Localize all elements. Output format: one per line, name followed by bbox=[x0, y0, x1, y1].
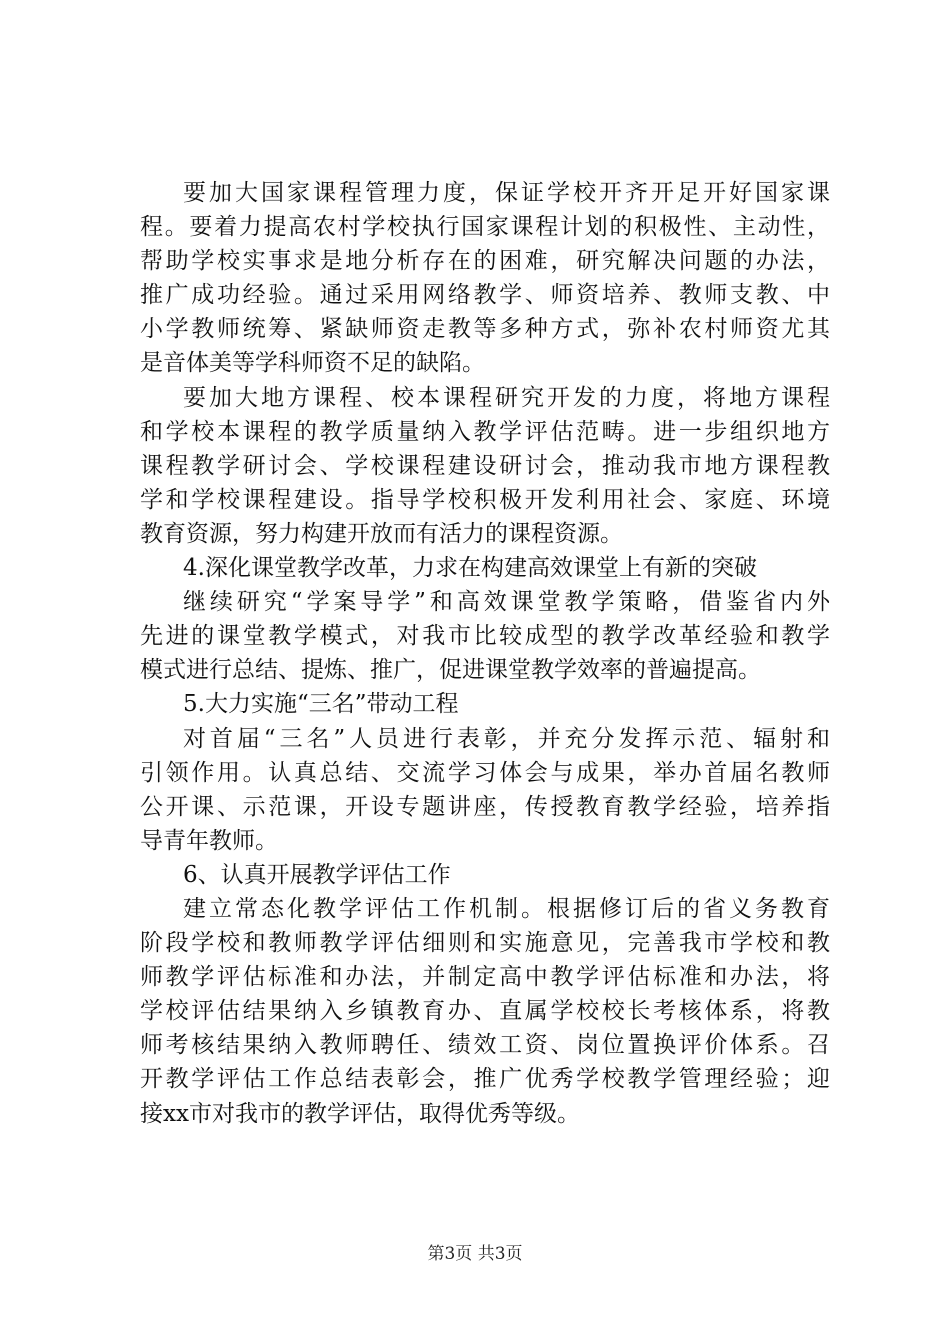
text-line: 4.深化课堂教学改革，力求在构建高效课堂上有新的突破 bbox=[183, 555, 757, 582]
text-line: 小学教师统筹、紧缺师资走教等多种方式，弥补农村师资尤其 bbox=[140, 316, 830, 343]
text-line: 接xx市对我市的教学评估，取得优秀等级。 bbox=[140, 1100, 580, 1127]
text-line: 对首届“三名”人员进行表彰，并充分发挥示范、辐射和 bbox=[183, 725, 830, 752]
page-footer bbox=[0, 1242, 950, 1266]
text-line: 要加大国家课程管理力度，保证学校开齐开足开好国家课 bbox=[183, 180, 830, 206]
text-line: 要加大地方课程、校本课程研究开发的力度，将地方课程 bbox=[183, 384, 830, 411]
text-line: 5.大力实施“三名”带动工程 bbox=[183, 691, 459, 718]
text-line: 阶段学校和教师教学评估细则和实施意见，完善我市学校和教 bbox=[140, 930, 830, 957]
text-line: 建立常态化教学评估工作机制。根据修订后的省义务教育 bbox=[183, 895, 830, 922]
text-line: 帮助学校实事求是地分析存在的困难，研究解决问题的办法， bbox=[140, 248, 830, 275]
text-line: 6、认真开展教学评估工作 bbox=[183, 861, 451, 888]
text-line: 公开课、示范课，开设专题讲座，传授教育教学经验，培养指 bbox=[140, 793, 830, 820]
text-line: 先进的课堂教学模式，对我市比较成型的教学改革经验和教学 bbox=[140, 623, 830, 650]
text-line: 推广成功经验。通过采用网络教学、师资培养、教师支教、中 bbox=[140, 282, 830, 309]
text-line: 学校评估结果纳入乡镇教育办、直属学校校长考核体系，将教 bbox=[140, 998, 830, 1025]
text-line: 继续研究“学案导学”和高效课堂教学策略，借鉴省内外 bbox=[183, 589, 830, 616]
text-line: 导青年教师。 bbox=[140, 827, 278, 854]
text-line: 和学校本课程的教学质量纳入教学评估范畴。进一步组织地方 bbox=[140, 418, 830, 445]
text-line: 开教学评估工作总结表彰会，推广优秀学校教学管理经验；迎 bbox=[140, 1066, 830, 1093]
text-line: 师教学评估标准和办法，并制定高中教学评估标准和办法，将 bbox=[140, 964, 830, 991]
document-body bbox=[140, 176, 830, 1131]
text-line: 是音体美等学科师资不足的缺陷。 bbox=[140, 350, 485, 377]
text-line: 程。要着力提高农村学校执行国家课程计划的积极性、主动性， bbox=[140, 214, 830, 241]
page-number-label: 第3页 共3页 bbox=[427, 1244, 523, 1264]
text-line: 学和学校课程建设。指导学校积极开发利用社会、家庭、环境 bbox=[140, 486, 830, 513]
text-line: 教育资源，努力构建开放而有活力的课程资源。 bbox=[140, 520, 623, 547]
text-line: 模式进行总结、提炼、推广，促进课堂教学效率的普遍提高。 bbox=[140, 657, 761, 684]
text-line: 引领作用。认真总结、交流学习体会与成果，举办首届名教师 bbox=[140, 759, 830, 786]
text-line: 师考核结果纳入教师聘任、绩效工资、岗位置换评价体系。召 bbox=[140, 1032, 830, 1059]
text-line: 课程教学研讨会、学校课程建设研讨会，推动我市地方课程教 bbox=[140, 452, 830, 479]
